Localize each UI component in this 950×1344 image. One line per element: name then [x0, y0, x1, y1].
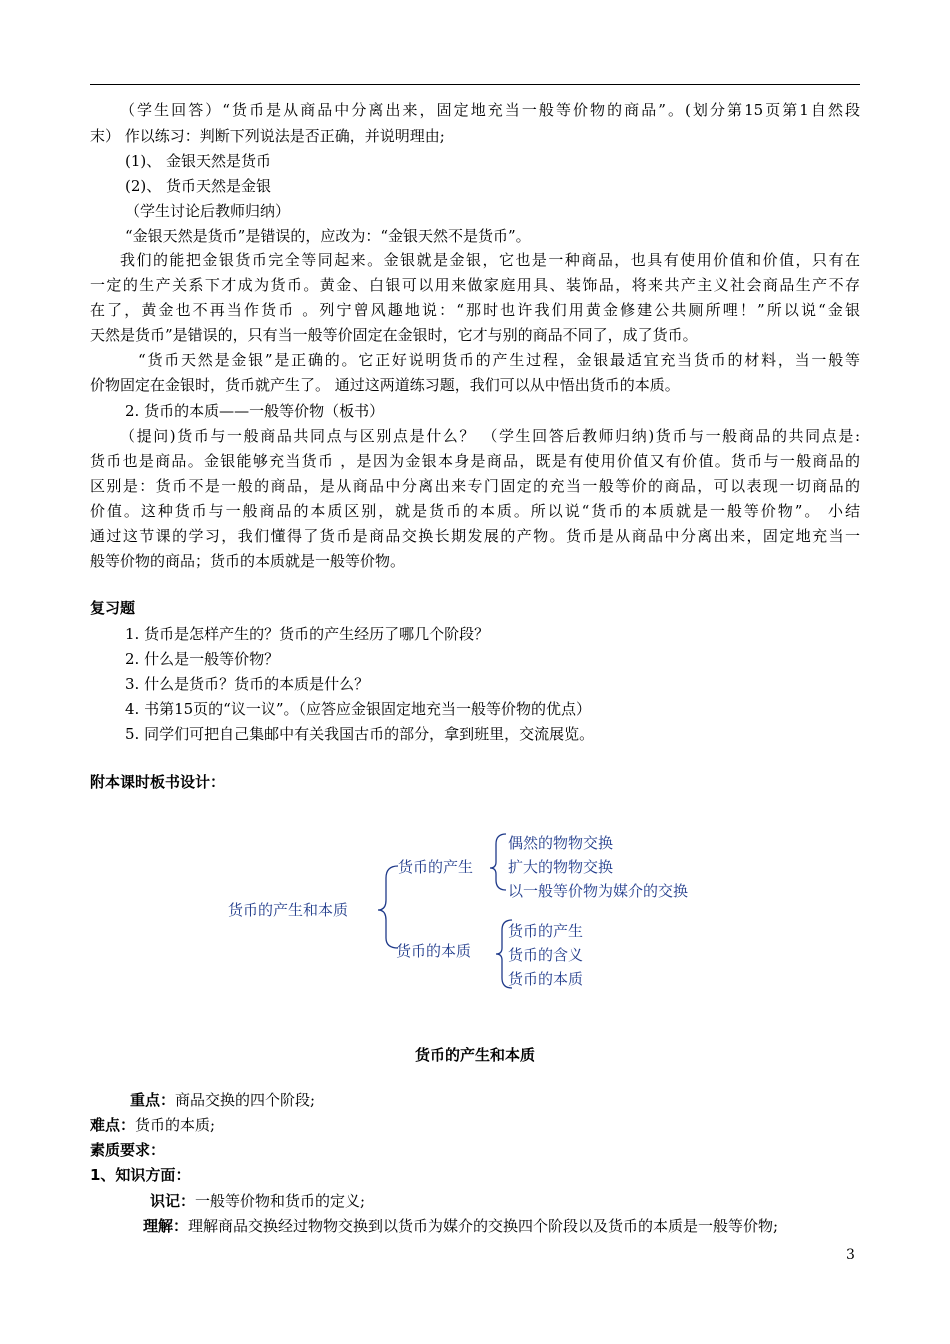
recall-label: 识记：	[150, 1192, 196, 1210]
review-item-5: 5. 同学们可把自己集邮中有关我国古币的部分，拿到班里，交流展览。	[125, 725, 595, 743]
exercise-answer-1: “金银天然是货币”是错误的，应改为：“金银天然不是货币”。	[125, 227, 531, 245]
page-number: 3	[846, 1247, 855, 1263]
section2-heading: 2. 货币的本质——一般等价物（板书）	[125, 402, 385, 420]
board-branch-2: 货币的本质	[396, 942, 472, 960]
exercise-item-2: (2)、 货币天然是金银	[125, 177, 272, 195]
difficulty-text: 货币的本质;	[135, 1116, 216, 1134]
quality-label: 素质要求：	[90, 1141, 166, 1159]
branch2-item-3: 货币的本质	[508, 970, 584, 988]
para4-line4: 价值。这种货币与一般商品的本质区别，就是货币的本质。所以说“货币的本质就是一般等价物”。 小结	[90, 502, 860, 520]
review-item-2: 2. 什么是一般等价物？	[125, 650, 280, 668]
key-text: 商品交换的四个阶段;	[175, 1091, 316, 1109]
para2-line2: 一定的生产关系下才成为货币。黄金、白银可以用来做家庭用具、装饰品，将来共产主义社会商品生产不存	[90, 276, 860, 294]
branch1-item-1: 偶然的物物交换	[508, 834, 614, 852]
root-brace	[378, 866, 398, 948]
para4-line1: （提问)货币与一般商品共同点与区别点是什么？ （学生回答后教师归纳)货币与一般商品的共同点是:	[120, 427, 860, 445]
difficulty-label: 难点：	[90, 1116, 136, 1134]
understand-text: 理解商品交换经过物物交换到以货币为媒介的交换四个阶段以及货币的本质是一般等价物;	[188, 1217, 779, 1235]
para1-line2: 末） 作以练习：判断下列说法是否正确，并说明理由;	[90, 127, 445, 145]
difficulty	[90, 1115, 215, 1135]
key-point	[130, 1090, 315, 1110]
header-rule	[90, 84, 860, 85]
para3-line1: “货币天然是金银”是正确的。它正好说明货币的产生过程，金银最适宜充当货币的材料，当一般等	[138, 351, 860, 369]
branch2-item-2: 货币的含义	[508, 946, 584, 964]
branch1-item-2: 扩大的物物交换	[508, 858, 614, 876]
board-root: 货币的产生和本质	[228, 901, 349, 919]
para4-line5: 通过这节课的学习，我们懂得了货币是商品交换长期发展的产物。货币是从商品中分离出来，固定地充当一	[90, 527, 860, 545]
review-item-4: 4. 书第15页的“议一议”。（应答应金银固定地充当一般等价物的优点）	[125, 700, 592, 718]
branch1-item-3: 以一般等价物为媒介的交换	[508, 882, 689, 900]
para2-line1: 我们的能把金银货币完全等同起来。金银就是金银，它也是一种商品，也具有使用价值和价值，只有在	[120, 251, 860, 269]
recall	[150, 1191, 365, 1211]
recall-text: 一般等价物和货币的定义;	[195, 1192, 366, 1210]
board-title: 附本课时板书设计：	[90, 773, 226, 791]
para1-line1: （学生回答）“货币是从商品中分离出来，固定地充当一般等价物的商品”。(划分第15页第1自然段	[120, 101, 860, 119]
para4-line6: 般等价物的商品；货币的本质就是一般等价物。	[90, 552, 406, 570]
board-branch-1: 货币的产生	[398, 858, 474, 876]
key-label: 重点：	[130, 1091, 176, 1109]
review-item-3: 3. 什么是货币？货币的本质是什么？	[125, 675, 370, 693]
para3-line2: 价物固定在金银时，货币就产生了。 通过这两道练习题，我们可以从中悟出货币的本质。	[90, 376, 680, 394]
understand	[143, 1216, 778, 1236]
exercise-item-1: (1)、 金银天然是货币	[125, 152, 272, 170]
understand-label: 理解：	[143, 1217, 189, 1235]
exercise-note: （学生讨论后教师归纳）	[125, 202, 291, 220]
branch2-item-1: 货币的产生	[508, 922, 584, 940]
para2-line3: 在了，黄金也不再当作货币 。列宁曾风趣地说：“那时也许我们用黄金修建公共厕所哩！”所以说“金银	[90, 301, 860, 319]
review-item-1: 1. 货币是怎样产生的？货币的产生经历了哪几个阶段？	[125, 625, 490, 643]
lesson-title: 货币的产生和本质	[414, 1046, 535, 1064]
upper-brace	[490, 834, 506, 890]
board-diagram	[200, 820, 740, 1000]
para4-line3: 区别是：货币不是一般的商品，是从商品中分离出来专门固定的充当一般等价的商品，可以表现一切商品的	[90, 477, 860, 495]
para4-line2: 货币也是商品。金银能够充当货币 ，是因为金银本身是商品，既是有使用价值又有价值。货币与一般商品的	[90, 452, 860, 470]
para2-line4: 天然是货币”是错误的，只有当一般等价固定在金银时，它才与别的商品不同了，成了货币。	[90, 326, 698, 344]
review-title: 复习题	[90, 599, 136, 617]
knowledge-label: 1、知识方面：	[90, 1166, 191, 1184]
